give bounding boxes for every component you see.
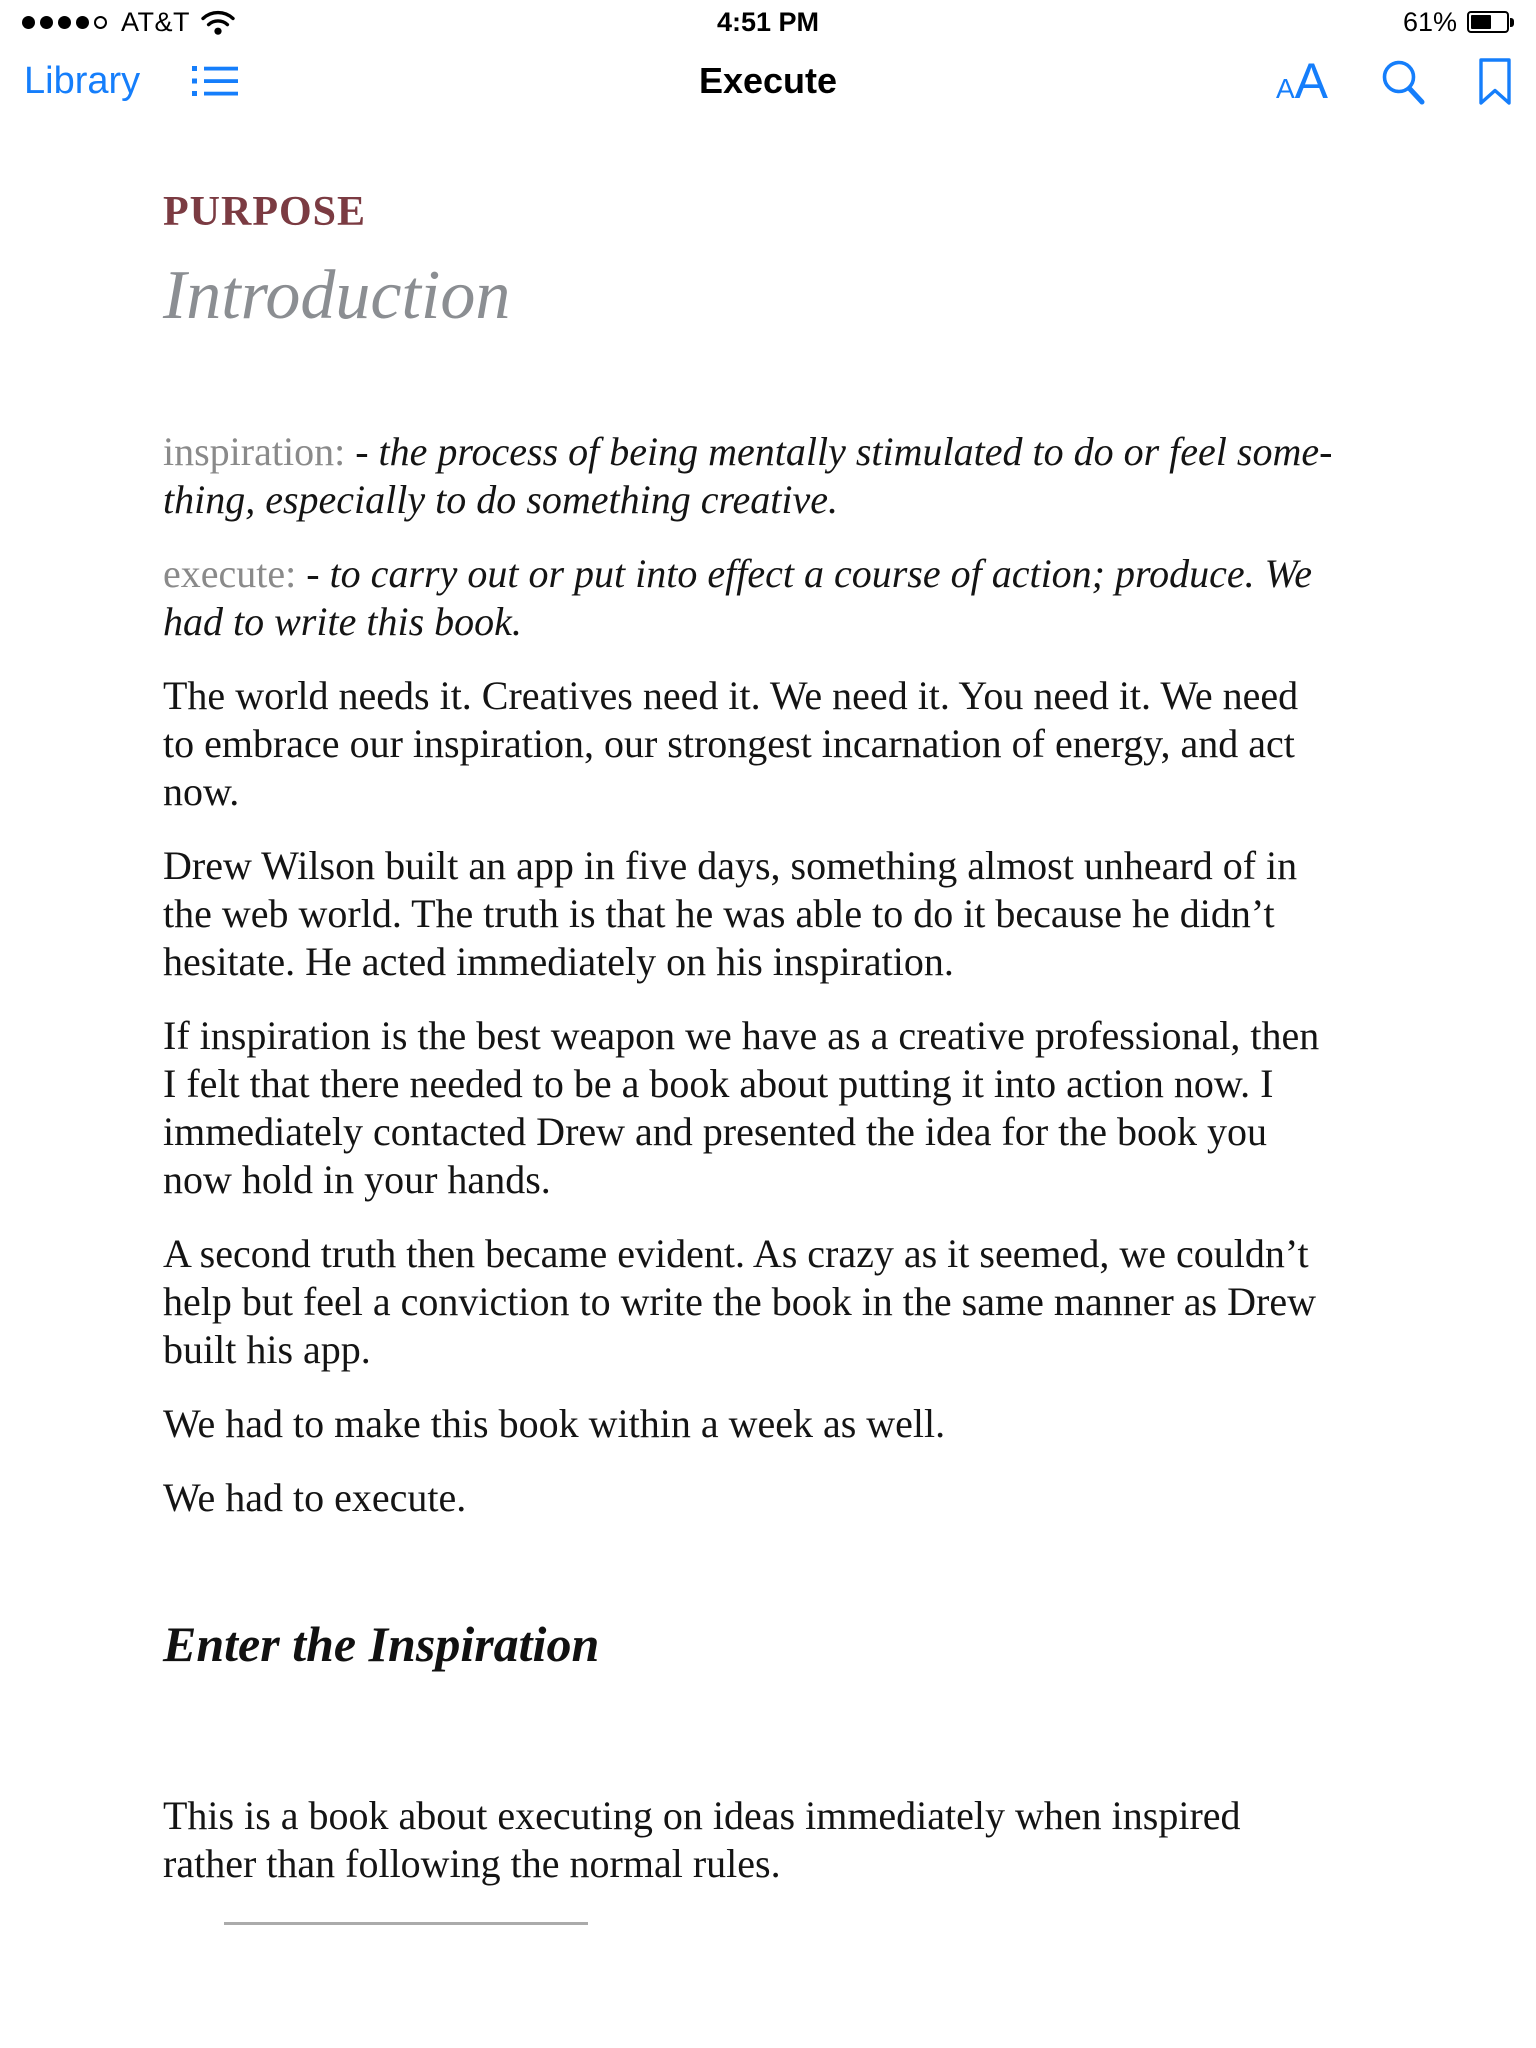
reader-toolbar (0, 44, 1536, 118)
carrier-label: AT&T (121, 6, 190, 37)
bookmark-button[interactable] (1478, 58, 1512, 106)
book-page (163, 188, 1335, 1925)
body-paragraph: If inspiration is the best weapon we have as a creative professional, then I felt that there needed to be a book about putting it into action now. I immediately contacted Drew and presented the idea for the book you now hold in your hands. (163, 1013, 1320, 1202)
definition-paragraph (163, 428, 1335, 524)
battery-percent-label: 61% (1402, 6, 1457, 37)
definition-term: execute: (163, 551, 297, 596)
text-size-large-a: A (1294, 53, 1328, 109)
chapter-kicker: PURPOSE (163, 189, 367, 235)
status-bar (0, 0, 1536, 44)
footnote-divider (224, 1922, 588, 1925)
section-heading: Enter the Inspiration (163, 1616, 600, 1672)
body-paragraph: We had to execute. (163, 1475, 467, 1520)
clock-label: 4:51 PM (716, 6, 820, 37)
body-paragraph: Drew Wilson built an app in five days, something almost unheard of in the web world. The truth is that he was able to do it because he didn’t hesitate. He acted immediately on his inspiration. (163, 843, 1298, 984)
search-icon (1380, 58, 1426, 106)
definition-term: inspiration: (163, 429, 346, 474)
bookmark-icon (1478, 58, 1512, 106)
body-paragraph: We had to make this book within a week as well. (163, 1401, 946, 1446)
body-paragraph: This is a book about executing on ideas immediately when inspired rather than following the normal rules. (163, 1793, 1241, 1886)
toc-list-icon (192, 63, 238, 99)
definition-paragraph (163, 550, 1335, 646)
definition-text: - the process of being mentally stimulated to do or feel something, especially to do something creative. (163, 429, 1333, 522)
chapter-title: Introduction (163, 257, 511, 334)
body-paragraph: The world needs it. Creatives need it. We need it. You need it. We need to embrace our inspiration, our strongest incarnation of energy, and act now. (163, 673, 1299, 814)
search-button[interactable] (1380, 58, 1426, 106)
body-paragraph: A second truth then became evident. As crazy as it seemed, we couldn’t help but feel a conviction to write the book in the same manner as Drew built his app. (163, 1231, 1316, 1372)
book-title-label: Execute (698, 60, 838, 101)
text-size-small-a: A (1275, 73, 1295, 104)
toolbar-right-group (1275, 53, 1512, 109)
library-back-button[interactable]: Library (24, 59, 141, 102)
table-of-contents-button[interactable] (192, 63, 238, 99)
definition-text: - to carry out or put into effect a course of action; produce. We had to write this book. (163, 551, 1312, 644)
text-size-button[interactable] (1275, 53, 1328, 109)
